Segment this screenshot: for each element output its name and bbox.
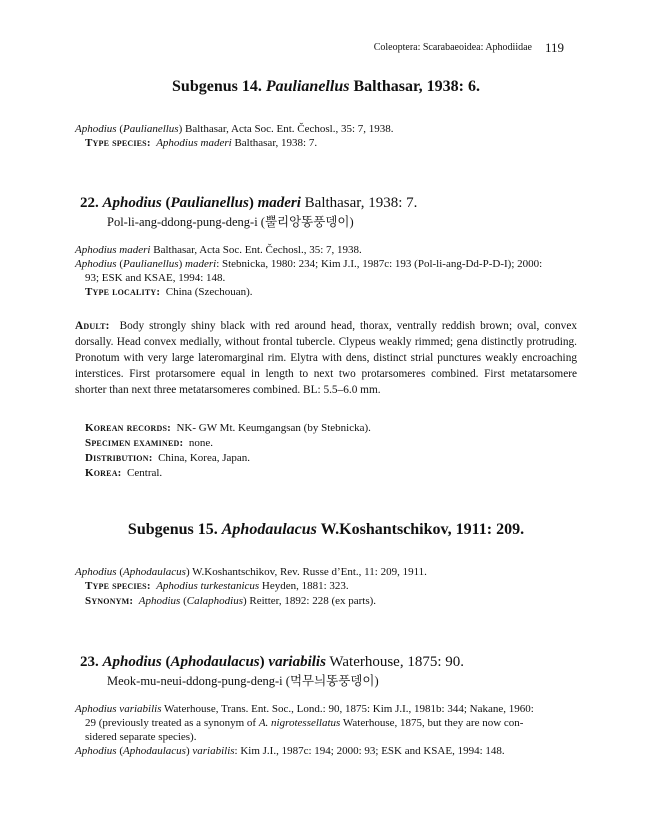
species-23-number: 23. [80, 654, 99, 670]
synonym-citation: : Stebnicka, 1980: 234; Kim J.I., 1987c: 193 (Pol-li-ang-Dd-P-D-I); 2000: [216, 258, 543, 270]
subgenus-15-reference: Aphodius (Aphodaulacus) W.Koshantschikov, Rev. Russe d’Ent., 11: 209, 1911. [75, 566, 427, 578]
species-22-epithet: maderi [257, 195, 301, 211]
species-23-epithet: variabilis [268, 654, 326, 670]
subgenus-15-prefix: Subgenus 15. [127, 521, 218, 538]
synonym-citation-cont [75, 716, 577, 730]
synonym-note-species: A. nigrotessellatus [258, 717, 341, 729]
species-22-number: 22. [80, 195, 99, 211]
adult-description [75, 318, 577, 398]
species-23-synonymy [75, 702, 577, 758]
type-species-author: Heyden, 1881: 323. [261, 580, 349, 592]
species-22-korean-name: Pol-li-ang-ddong-pung-deng-i (뿔리앙똥풍뎅이) [107, 215, 354, 229]
species-22-subgenus: Paulianellus [170, 195, 249, 211]
type-locality-label: Type locality: [85, 286, 161, 298]
type-species-name: Aphodius maderi [156, 137, 232, 149]
subgenus-14-name: Paulianellus [265, 78, 350, 95]
adult-label: Adult: [75, 320, 110, 332]
subgenus-14-heading [0, 78, 652, 96]
page-number: 119 [545, 40, 565, 55]
synonym-citation-cont: 93; ESK and KSAE, 1994: 148. [85, 272, 226, 284]
distribution [85, 451, 250, 465]
species-22-genus: Aphodius [102, 195, 162, 211]
adult-text: Body strongly shiny black with red around head, thorax, ventrally reddish brown; oval, convex dorsally. Head convex medially, without frontal tubercle. Clypeus weakly rimmed; gena distinctly protruding. Pronotum with very large lateromarginal rim. Elytra with dens, distinct strial punctures weakly encroaching interstices. First protarsomere equal in length to next two protarsomeres combined. First metatarsomere shorter than next three metatarsomeres combined. BL: 5.5–6.0 mm. [75, 320, 577, 396]
specimen-label: Specimen examined: [85, 437, 184, 449]
korean-records-label: Korean records: [85, 422, 171, 434]
specimen-examined [85, 436, 213, 450]
species-22-synonymy [75, 243, 577, 299]
species-23-title: 23. Aphodius (Aphodaulacus) variabilis Waterhouse, 1875: 90. [80, 654, 465, 670]
ref-subgenus: Aphodaulacus [122, 566, 186, 578]
synonym-label: Synonym: [85, 595, 134, 607]
synonym-citation: Balthasar, Acta Soc. Ent. Čechosl., 35: 7, 1938. [153, 244, 362, 256]
synonym-subgenus: Aphodaulacus [122, 745, 186, 757]
species-22-author: Balthasar, 1938: 7. [304, 195, 418, 211]
synonym-line [75, 243, 577, 257]
ref-rest: Balthasar, Acta Soc. Ent. Čechosl., 35: 7, 1938. [185, 123, 394, 135]
korea-text: Central. [127, 467, 163, 479]
synonym-note-a: 29 (previously treated as a synonym of [85, 717, 257, 729]
synonym-name: Aphodius variabilis [75, 703, 162, 715]
synonym-genus: Aphodius [138, 595, 181, 607]
synonym-genus: Aphodius [75, 258, 117, 270]
synonym-epithet: maderi [185, 258, 217, 270]
distribution-label: Distribution: [85, 452, 153, 464]
species-22-title: 22. Aphodius (Paulianellus) maderi Balthasar, 1938: 7. [80, 195, 418, 211]
type-species-label: Type species: [85, 137, 151, 149]
subgenus-15-author: W.Koshantschikov, 1911: 209. [320, 521, 525, 538]
synonym-line: Aphodius (Paulianellus) maderi: Stebnicka, 1980: 234; Kim J.I., 1987c: 193 (Pol-li-ang-Dd-P-D-I); 2000: 93; ESK and KSAE, 1994: 148. [75, 257, 577, 285]
subgenus-14-reference: Aphodius (Paulianellus) Balthasar, Acta Soc. Ent. Čechosl., 35: 7, 1938. [75, 123, 394, 135]
subgenus-15-name: Aphodaulacus [221, 521, 317, 538]
subgenus-14-type-species [85, 136, 317, 150]
type-locality-line [75, 285, 577, 299]
synonym-genus: Aphodius [75, 745, 117, 757]
ref-genus: Aphodius [75, 123, 117, 135]
synonym-subgenus: Paulianellus [122, 258, 179, 270]
type-locality: China (Szechouan). [165, 286, 253, 298]
species-23-author: Waterhouse, 1875: 90. [329, 654, 465, 670]
species-23-korean-name: Meok-mu-neui-ddong-pung-deng-i (먹무늬똥풍뎅이) [107, 674, 379, 688]
type-species-author: Balthasar, 1938: 7. [234, 137, 318, 149]
synonym-rest: Reitter, 1892: 228 (ex parts). [249, 595, 377, 607]
ref-rest: W.Koshantschikov, Rev. Russe d’Ent., 11: 209, 1911. [192, 566, 427, 578]
korean-records [85, 421, 371, 435]
subgenus-14-author: Balthasar, 1938: 6. [353, 78, 480, 95]
korea-label: Korea: [85, 467, 122, 479]
synonym-citation: Waterhouse, Trans. Ent. Soc., Lond.: 90, 1875: Kim J.I., 1981b: 344; Nakane, 1960: [164, 703, 534, 715]
korea-region [85, 466, 162, 480]
synonym-line: Aphodius (Aphodaulacus) variabilis: Kim J.I., 1987c: 194; 2000: 93; ESK and KSAE, 1994: 148. [75, 745, 505, 757]
type-species-label: Type species: [85, 580, 151, 592]
synonym-subgenus: Calaphodius [186, 595, 243, 607]
subgenus-15-type-species [85, 579, 349, 593]
species-23-genus: Aphodius [102, 654, 162, 670]
synonym-epithet: variabilis [192, 745, 235, 757]
synonym-citation-cont: sidered separate species). [85, 731, 197, 743]
distribution-text: China, Korea, Japan. [158, 452, 251, 464]
korean-records-text: NK- GW Mt. Keumgangsan (by Stebnicka). [176, 422, 371, 434]
running-header: Coleoptera: Scarabaeoidea: Aphodiidae [373, 42, 532, 53]
synonym-line [75, 702, 577, 744]
specimen-text: none. [188, 437, 213, 449]
synonym-citation: : Kim J.I., 1987c: 194; 2000: 93; ESK and KSAE, 1994: 148. [234, 745, 505, 757]
subgenus-15-synonym: Synonym: Aphodius (Calaphodius) Reitter, 1892: 228 (ex parts). [85, 595, 377, 607]
synonym-note-b: Waterhouse, 1875, but they are now con- [342, 717, 524, 729]
ref-subgenus: Paulianellus [122, 123, 179, 135]
subgenus-14-prefix: Subgenus 14. [172, 78, 262, 95]
species-23-subgenus: Aphodaulacus [170, 654, 260, 670]
synonym-name: Aphodius maderi [75, 244, 151, 256]
type-species-name: Aphodius turkestanicus [156, 580, 260, 592]
ref-genus: Aphodius [75, 566, 117, 578]
subgenus-15-heading [0, 521, 652, 539]
